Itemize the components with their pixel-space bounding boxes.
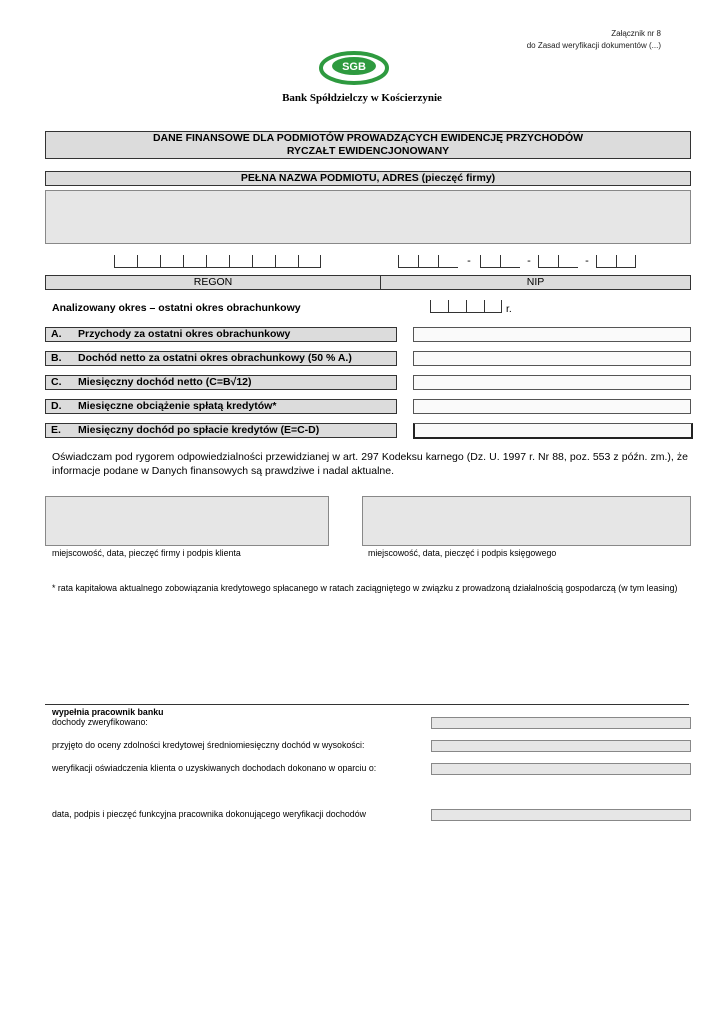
nip-cell[interactable] (398, 255, 418, 268)
year-cell[interactable] (448, 300, 466, 313)
accepted-income-field[interactable] (431, 740, 691, 752)
bank-name: Bank Spółdzielczy w Kościerzynie (282, 92, 442, 104)
row-e-label (45, 423, 397, 438)
row-text: Miesięczne obciążenie spłatą kredytów* (78, 400, 277, 412)
row-b-label (45, 351, 397, 366)
row-d-value-field[interactable] (413, 399, 691, 414)
row-e-value-field[interactable] (413, 423, 693, 439)
row-letter: D. (51, 400, 62, 412)
nip-cell[interactable] (538, 255, 558, 268)
nip-cell[interactable] (616, 255, 636, 268)
nip-separator: - (585, 255, 589, 267)
attachment-note (527, 28, 661, 52)
accountant-signature-box[interactable] (362, 496, 691, 546)
footnote: * rata kapitałowa aktualnego zobowiązania kredytowego spłacanego w ratach zaciągniętego w związku z prowadzoną działalnością gospodarczą (w tym leasing) (52, 583, 678, 593)
period-year-suffix: r. (506, 303, 512, 315)
year-cell[interactable] (430, 300, 448, 313)
row-letter: C. (51, 376, 62, 388)
row-text: Miesięczny dochód netto (C=B√12) (78, 376, 252, 388)
entity-name-field[interactable] (45, 190, 691, 244)
nip-cell[interactable] (500, 255, 520, 268)
period-year-cells[interactable] (430, 300, 502, 314)
logo-text: SGB (342, 61, 366, 73)
regon-cell[interactable] (275, 255, 298, 268)
sgb-logo (318, 48, 390, 88)
nip-cell[interactable] (480, 255, 500, 268)
row-letter: B. (51, 352, 62, 364)
form-title-line2: RYCZAŁT EWIDENCJONOWANY (286, 145, 450, 157)
row-text: Przychody za ostatni okres obrachunkowy (78, 328, 291, 340)
regon-cell[interactable] (137, 255, 160, 268)
row-text: Miesięczny dochód po spłacie kredytów (E=C-D) (78, 424, 320, 436)
regon-label: REGON (46, 276, 381, 289)
row-c-value-field[interactable] (413, 375, 691, 390)
verification-basis-field[interactable] (431, 763, 691, 775)
regon-cell[interactable] (114, 255, 137, 268)
attachment-description: do Zasad weryfikacji dokumentów (...) (526, 41, 661, 50)
nip-separator: - (527, 255, 531, 267)
year-cell[interactable] (466, 300, 484, 313)
income-verified-label: dochody zweryfikowano: (52, 717, 148, 727)
regon-cells[interactable] (114, 255, 321, 269)
row-text: Dochód netto za ostatni okres obrachunkowy (50 % A.) (78, 352, 352, 364)
regon-cell[interactable] (183, 255, 206, 268)
row-letter: E. (51, 424, 61, 436)
nip-cell[interactable] (558, 255, 578, 268)
employee-signature-label: data, podpis i pieczęć funkcyjna pracownika dokonującego weryfikacji dochodów (52, 809, 366, 819)
regon-nip-labels (45, 275, 691, 290)
attachment-number: Załącznik nr 8 (611, 29, 661, 38)
regon-cell[interactable] (252, 255, 275, 268)
nip-cells[interactable] (398, 255, 636, 269)
row-c-label (45, 375, 397, 390)
regon-cell[interactable] (160, 255, 183, 268)
client-signature-caption: miejscowość, data, pieczęć firmy i podpis klienta (52, 548, 241, 558)
accountant-signature-caption: miejscowość, data, pieczęć i podpis księgowego (368, 548, 557, 558)
employee-signature-field[interactable] (431, 809, 691, 821)
verification-basis-label: weryfikacji oświadczenia klienta o uzyskiwanych dochodach dokonano w oparciu o: (52, 763, 377, 773)
nip-cell[interactable] (418, 255, 438, 268)
client-signature-box[interactable] (45, 496, 329, 546)
regon-cell[interactable] (298, 255, 321, 268)
bank-section-heading: wypełnia pracownik banku (52, 707, 164, 717)
income-verified-field[interactable] (431, 717, 691, 729)
row-d-label (45, 399, 397, 414)
row-letter: A. (51, 328, 62, 340)
regon-cell[interactable] (229, 255, 252, 268)
year-cell[interactable] (484, 300, 502, 313)
nip-separator: - (467, 255, 471, 267)
form-title-line1: DANE FINANSOWE DLA PODMIOTÓW PROWADZĄCYCH EWIDENCJĘ PRZYCHODÓW (152, 132, 584, 144)
declaration-text: Oświadczam pod rygorem odpowiedzialności przewidzianej w art. 297 Kodeksu karnego (Dz. U. 1997 r. Nr 88, poz. 553 z późn. zm.), że informacje podane w Danych finansowych są prawdziwe i nadal aktualne. (52, 451, 688, 477)
regon-cell[interactable] (206, 255, 229, 268)
row-a-label (45, 327, 397, 342)
section-divider (45, 704, 689, 705)
nip-label: NIP (526, 276, 545, 288)
entity-section-label: PEŁNA NAZWA PODMIOTU, ADRES (pieczęć firmy) (45, 171, 691, 186)
form-title (45, 131, 691, 159)
row-a-value-field[interactable] (413, 327, 691, 342)
row-b-value-field[interactable] (413, 351, 691, 366)
nip-cell[interactable] (438, 255, 458, 268)
period-label: Analizowany okres – ostatni okres obrachunkowy (52, 302, 301, 314)
nip-cell[interactable] (596, 255, 616, 268)
accepted-income-label: przyjęto do oceny zdolności kredytowej średniomiesięczny dochód w wysokości: (52, 740, 365, 750)
